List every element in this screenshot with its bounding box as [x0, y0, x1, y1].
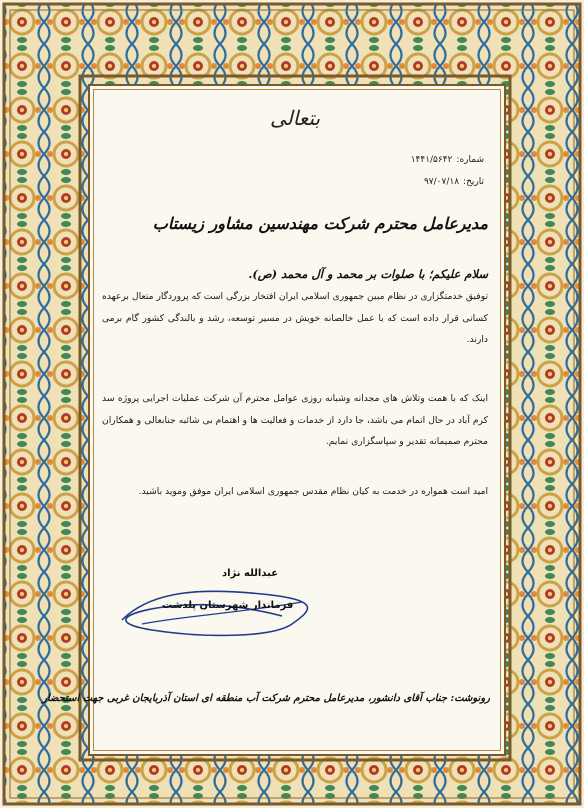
paragraph-3: امید است همواره در خدمت به کیان نظام مقدس جمهوری اسلامی ایران موفق وموید باشید.	[138, 486, 488, 497]
date-value: ۹۷/۰۷/۱۸	[423, 177, 460, 187]
number-value: ۱۴۴۱/۵۶۴۲	[410, 155, 453, 165]
recipient-line: مدیرعامل محترم شرکت مهندسین مشاور زیستاب	[152, 214, 488, 233]
signer-name: عبدالله نژاد	[222, 568, 279, 579]
signer-title: فرماندار شهرستان پلدشت	[162, 600, 294, 611]
carbon-copy-line: رونوشت: جناب آقای دانشور، مدیرعامل محترم شرکت آب منطقه ای استان آذربایجان غربی جهت استحضار	[42, 693, 490, 704]
letter-number	[407, 155, 484, 165]
letter-date	[420, 177, 484, 187]
letter-body	[42, 88, 498, 748]
date-label: تاریخ:	[463, 177, 484, 187]
paragraph-2: اینک که با همت وتلاش های مجدانه وشبانه روزی عوامل محترم آن شرکت عملیات اجرایی پروژه سد کرم آباد در حال اتمام می باشد، جا دارد از خدمات و فعالیت ها و اهتمام بی شائبه جنابعالی و همکاران محترم صمیمانه تقدیر و سپاسگزاری نمایم.	[102, 393, 488, 447]
letterhead-seal: بتعالی	[269, 106, 321, 130]
paragraph-1: توفیق خدمتگزاری در نظام مبین جمهوری اسلامی ایران افتخار بزرگی است که پروردگار متعال برعهده کسانی قرار داده است که با عمل خالصانه خویش در مسیر توسعه، رشد و بالندگی کشور گام برمی دارند.	[102, 291, 488, 345]
number-label: شماره:	[456, 155, 484, 165]
greeting-line: سلام علیکم؛ با صلوات بر محمد و آل محمد (ص).	[248, 267, 488, 281]
